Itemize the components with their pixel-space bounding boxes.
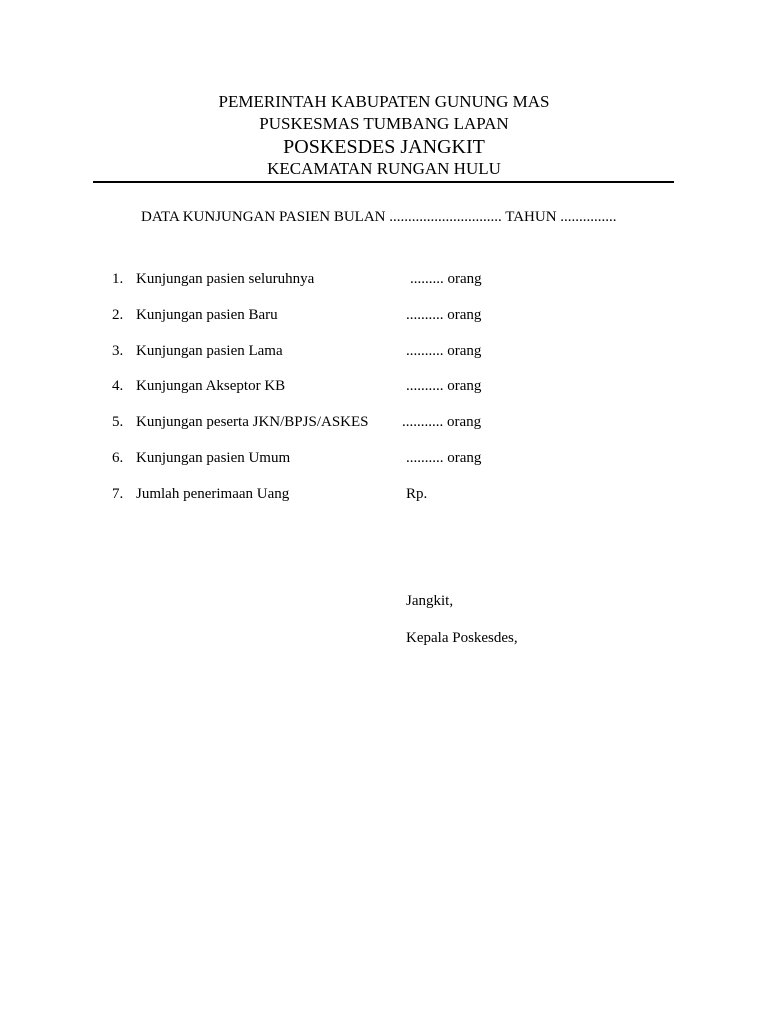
list-item-2 [0, 307, 768, 327]
item-value: ......... orang [410, 271, 482, 287]
item-value: Rp. [406, 486, 428, 502]
item-value: .......... orang [406, 343, 482, 359]
item-value: .......... orang [406, 450, 482, 466]
item-label: Kunjungan pasien Baru [136, 307, 278, 323]
government-title: PEMERINTAH KABUPATEN GUNUNG MAS [218, 92, 550, 111]
list-item-7 [0, 486, 768, 506]
item-number: 4. [112, 378, 124, 394]
item-number: 5. [112, 414, 124, 430]
item-label: Kunjungan pasien Umum [136, 450, 291, 466]
list-item-4 [0, 378, 768, 398]
signature-place: Jangkit, [406, 593, 454, 609]
item-value: .......... orang [406, 307, 482, 323]
item-number: 7. [112, 486, 124, 502]
item-label: Kunjungan pasien seluruhnya [136, 271, 315, 287]
district-title: KECAMATAN RUNGAN HULU [267, 159, 501, 178]
header-divider [93, 181, 674, 183]
list-item-1 [0, 271, 768, 291]
list-item-3 [0, 343, 768, 363]
item-value: ........... orang [402, 414, 482, 430]
item-number: 6. [112, 450, 124, 466]
item-number: 1. [112, 271, 124, 287]
item-label: Kunjungan peserta JKN/BPJS/ASKES [136, 414, 369, 430]
signature-position: Kepala Poskesdes, [406, 630, 518, 646]
puskesmas-title: PUSKESMAS TUMBANG LAPAN [259, 114, 509, 133]
item-number: 3. [112, 343, 124, 359]
item-label: Kunjungan pasien Lama [136, 343, 283, 359]
list-item-6 [0, 450, 768, 470]
item-number: 2. [112, 307, 124, 323]
item-label: Kunjungan Akseptor KB [136, 378, 286, 394]
poskesdes-title: POSKESDES JANGKIT [283, 136, 485, 158]
list-item-5 [0, 414, 768, 434]
document-subtitle: DATA KUNJUNGAN PASIEN BULAN .............................. TAHUN ............... [141, 209, 617, 225]
item-label: Jumlah penerimaan Uang [136, 486, 290, 502]
item-value: .......... orang [406, 378, 482, 394]
